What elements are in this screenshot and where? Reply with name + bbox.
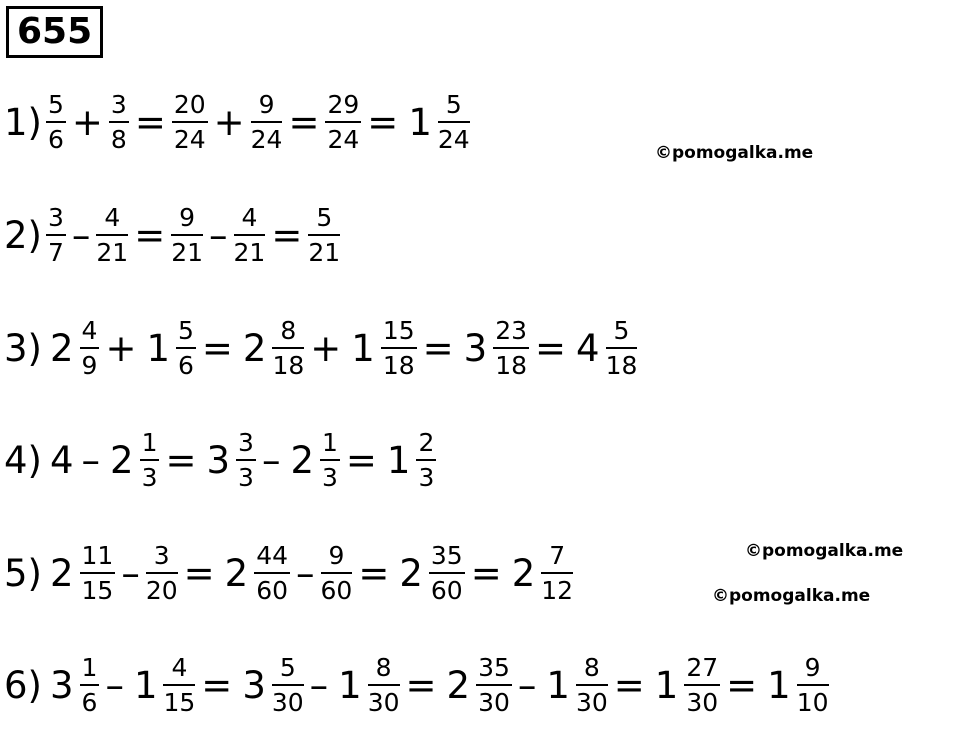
task-number: 655 (6, 6, 103, 58)
denominator: 18 (272, 351, 305, 380)
whole-part: 2 (511, 551, 536, 595)
numerator: 23 (493, 318, 529, 349)
mixed-number (345, 318, 418, 378)
denominator: 9 (81, 351, 98, 380)
numerator: 9 (321, 543, 353, 574)
denominator: 15 (81, 576, 114, 605)
numerator: 9 (251, 92, 283, 123)
operator: – (209, 213, 228, 257)
numerator: 1 (320, 430, 340, 461)
numerator: 4 (80, 318, 100, 349)
mixed-number (506, 543, 575, 603)
fraction (429, 543, 465, 603)
denominator: 24 (327, 125, 360, 154)
watermark: ©pomogalka.me (712, 586, 871, 606)
denominator: 6 (178, 351, 194, 380)
mixed-number (44, 543, 117, 603)
denominator: 60 (256, 576, 289, 605)
operator: = (134, 100, 166, 144)
watermark: ©pomogalka.me (655, 143, 814, 163)
solution-row-1 (4, 92, 472, 152)
denominator: 6 (81, 688, 98, 717)
numerator: 4 (96, 205, 128, 236)
fraction (606, 318, 638, 378)
whole-part: 3 (242, 663, 266, 707)
mixed-number (219, 543, 292, 603)
operator: + (105, 326, 137, 370)
denominator: 30 (478, 688, 510, 717)
numerator: 3 (146, 543, 178, 574)
solution-row-6 (4, 655, 831, 715)
denominator: 3 (141, 463, 158, 492)
denominator: 7 (47, 238, 64, 267)
whole-part: 3 (463, 326, 488, 370)
operator: = (183, 551, 215, 595)
mixed-number (44, 318, 101, 378)
mixed-number (393, 543, 466, 603)
numerator: 8 (576, 655, 608, 686)
denominator: 18 (605, 351, 638, 380)
fraction (272, 655, 304, 715)
fraction (163, 655, 195, 715)
fraction (576, 655, 608, 715)
mixed-number (381, 430, 438, 490)
operator: + (310, 326, 342, 370)
mixed-number (332, 655, 401, 715)
fraction (321, 543, 353, 603)
fraction (320, 430, 340, 490)
operator: – (296, 551, 315, 595)
whole-part: 1 (338, 663, 362, 707)
numerator: 27 (684, 655, 720, 686)
denominator: 21 (171, 238, 204, 267)
operator: = (288, 100, 320, 144)
row-label: 2) (4, 213, 42, 257)
fraction (46, 92, 66, 152)
denominator: 60 (320, 576, 353, 605)
denominator: 60 (430, 576, 463, 605)
whole-part: 1 (654, 663, 679, 707)
operator: = (367, 100, 399, 144)
denominator: 24 (173, 125, 206, 154)
whole-part: 2 (224, 551, 249, 595)
operator: = (201, 326, 233, 370)
numerator: 29 (325, 92, 361, 123)
whole-part: 1 (146, 326, 170, 370)
denominator: 3 (238, 463, 254, 492)
numerator: 3 (109, 92, 129, 123)
whole-part: 4 (576, 326, 600, 370)
operator: – (121, 551, 140, 595)
fraction (438, 92, 470, 152)
numerator: 5 (46, 92, 66, 123)
numerator: 11 (80, 543, 116, 574)
denominator: 30 (575, 688, 608, 717)
fraction (797, 655, 829, 715)
fraction (416, 430, 436, 490)
fraction (96, 205, 128, 265)
operator: + (71, 100, 103, 144)
fraction (80, 318, 100, 378)
whole-part: 2 (242, 326, 267, 370)
fraction (80, 655, 100, 715)
numerator: 3 (46, 205, 66, 236)
solution-row-2 (4, 205, 342, 265)
numerator: 1 (140, 430, 160, 461)
operator: = (345, 438, 377, 482)
whole-number: 4 (49, 438, 74, 482)
numerator: 9 (171, 205, 203, 236)
numerator: 4 (234, 205, 266, 236)
numerator: 35 (476, 655, 512, 686)
whole-part: 3 (49, 663, 74, 707)
denominator: 21 (308, 238, 341, 267)
numerator: 4 (163, 655, 195, 686)
mixed-number (540, 655, 609, 715)
mixed-number (236, 655, 305, 715)
operator: – (517, 663, 537, 707)
denominator: 30 (271, 688, 304, 717)
numerator: 1 (80, 655, 100, 686)
denominator: 18 (495, 351, 528, 380)
fraction (684, 655, 720, 715)
mixed-number (128, 655, 197, 715)
numerator: 8 (272, 318, 304, 349)
numerator: 3 (236, 430, 256, 461)
numerator: 9 (797, 655, 829, 686)
denominator: 15 (163, 688, 196, 717)
fraction (308, 205, 340, 265)
denominator: 20 (145, 576, 178, 605)
numerator: 5 (176, 318, 196, 349)
denominator: 21 (96, 238, 129, 267)
operator: + (213, 100, 245, 144)
fraction (176, 318, 196, 378)
operator: = (201, 663, 233, 707)
operator: = (422, 326, 454, 370)
whole-part: 1 (133, 663, 158, 707)
fraction (109, 92, 129, 152)
fraction (493, 318, 529, 378)
operator: – (81, 438, 101, 482)
operator: = (165, 438, 197, 482)
fraction (140, 430, 160, 490)
mixed-number (570, 318, 639, 378)
operator: = (358, 551, 390, 595)
mixed-number (402, 92, 471, 152)
numerator: 5 (606, 318, 638, 349)
mixed-number (201, 430, 258, 490)
fraction (80, 543, 116, 603)
numerator: 5 (308, 205, 340, 236)
mixed-number (458, 318, 531, 378)
operator: – (105, 663, 124, 707)
denominator: 3 (322, 463, 338, 492)
numerator: 20 (172, 92, 208, 123)
fraction (272, 318, 304, 378)
numerator: 2 (416, 430, 436, 461)
row-label: 3) (4, 326, 42, 370)
numerator: 15 (381, 318, 417, 349)
whole-part: 1 (408, 100, 432, 144)
denominator: 24 (250, 125, 283, 154)
whole-part: 2 (399, 551, 423, 595)
fraction (251, 92, 283, 152)
row-label: 6) (4, 663, 42, 707)
denominator: 21 (233, 238, 266, 267)
mixed-number (761, 655, 830, 715)
fraction (46, 205, 66, 265)
numerator: 7 (541, 543, 573, 574)
mixed-number (237, 318, 306, 378)
whole-part: 2 (49, 551, 74, 595)
denominator: 24 (437, 125, 470, 154)
denominator: 18 (382, 351, 415, 380)
whole-part: 1 (546, 663, 570, 707)
whole-part: 2 (446, 663, 471, 707)
fraction (325, 92, 361, 152)
fraction (254, 543, 290, 603)
fraction (146, 543, 178, 603)
solution-row-3 (4, 318, 639, 378)
watermark: ©pomogalka.me (745, 541, 904, 561)
fraction (172, 92, 208, 152)
numerator: 8 (368, 655, 400, 686)
fraction (381, 318, 417, 378)
operator: – (261, 438, 281, 482)
operator: = (726, 663, 758, 707)
operator: = (271, 213, 303, 257)
mixed-number (140, 318, 197, 378)
solution-row-5 (4, 543, 575, 603)
denominator: 12 (541, 576, 574, 605)
row-label: 4) (4, 438, 42, 482)
numerator: 35 (429, 543, 465, 574)
operator: = (535, 326, 567, 370)
row-label: 1) (4, 100, 42, 144)
whole-part: 2 (110, 438, 134, 482)
fraction (368, 655, 400, 715)
operator: = (405, 663, 437, 707)
mixed-number (441, 655, 514, 715)
operator: – (71, 213, 91, 257)
solution-row-4 (4, 430, 438, 490)
denominator: 10 (796, 688, 829, 717)
whole-part: 2 (49, 326, 74, 370)
whole-part: 1 (351, 326, 375, 370)
fraction (234, 205, 266, 265)
numerator: 5 (272, 655, 304, 686)
whole-part: 2 (290, 438, 314, 482)
denominator: 30 (686, 688, 719, 717)
fraction (541, 543, 573, 603)
mixed-number (44, 655, 101, 715)
whole-part: 3 (206, 438, 231, 482)
mixed-number (284, 430, 341, 490)
numerator: 44 (254, 543, 290, 574)
fraction (171, 205, 203, 265)
whole-part: 1 (767, 663, 791, 707)
mixed-number (649, 655, 722, 715)
fraction (476, 655, 512, 715)
operator: = (134, 213, 166, 257)
operator: – (309, 663, 329, 707)
fraction (236, 430, 256, 490)
whole-part: 1 (386, 438, 411, 482)
operator: = (470, 551, 502, 595)
denominator: 30 (367, 688, 400, 717)
numerator: 5 (438, 92, 470, 123)
mixed-number (104, 430, 161, 490)
operator: = (613, 663, 645, 707)
denominator: 6 (47, 125, 64, 154)
denominator: 3 (418, 463, 435, 492)
row-label: 5) (4, 551, 42, 595)
denominator: 8 (110, 125, 127, 154)
